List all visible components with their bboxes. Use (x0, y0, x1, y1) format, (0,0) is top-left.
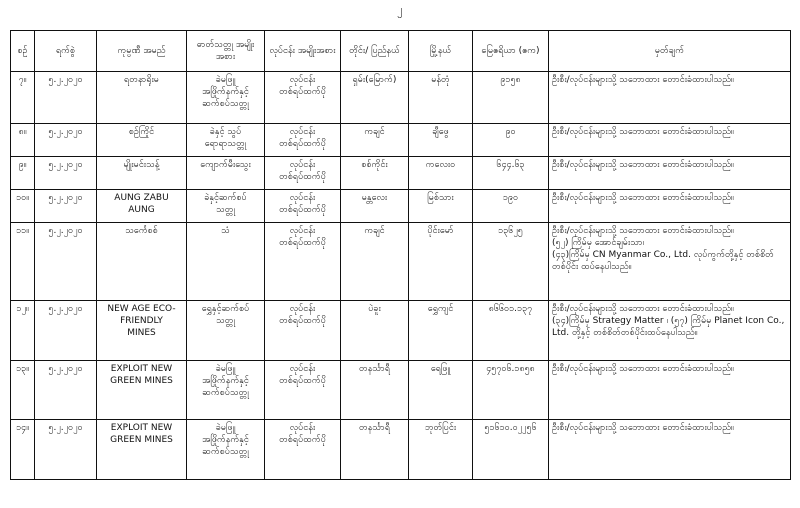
cell-business-type-line: တစ်ရပ်ထက်ပို (279, 205, 326, 215)
cell-mineral (187, 190, 265, 223)
header-remarks: မှတ်ချက် (549, 31, 791, 72)
cell-company-line: EXPLOIT NEW (110, 423, 173, 433)
cell-business-type-line: တစ်ရပ်ထက်ပို (279, 87, 326, 97)
cell-company (97, 190, 187, 223)
table-row (11, 124, 791, 157)
cell-company-line: AUNG ZABU (114, 193, 169, 203)
cell-region: တနင်္သာရီ (341, 361, 409, 420)
cell-remarks-line: ဦးစီး/လုပ်ငန်းများသို့ သဘောထား တောင်းခံထားပါသည်။ (552, 304, 734, 314)
cell-business-type (265, 124, 341, 157)
cell-remarks-line: Ltd. တို့နှင့် တစ်စိတ်တစ်ပိုင်းထပ်နေပါသည်။ (552, 328, 698, 338)
cell-date: ၅.၂.၂၀၂၀ (35, 190, 97, 223)
cell-mineral-line: ဆက်စပ်သတ္တု (202, 99, 249, 109)
cell-company-line: FRIENDLY (120, 316, 163, 326)
cell-area: ၄၅၇၀၆.၁၈၅၈ (473, 361, 549, 420)
cell-remarks (549, 190, 791, 223)
cell-mineral-line: ကျောက်မီးသွေး (200, 160, 251, 170)
cell-business-type-line: တစ်ရပ်ထက်ပို (279, 172, 326, 182)
cell-mineral (187, 301, 265, 361)
cell-company-line: ရတနာရိုးမ (124, 75, 159, 85)
cell-company (97, 72, 187, 124)
cell-business-type (265, 223, 341, 301)
cell-mineral-line: ရွှေနှင့်ဆက်စပ် (201, 304, 250, 314)
cell-remarks (549, 301, 791, 361)
cell-remarks (549, 361, 791, 420)
cell-area: ၈၆၆၀၁.၁၃၇ (473, 301, 549, 361)
license-table (10, 30, 791, 480)
cell-business-type (265, 361, 341, 420)
cell-mineral-line: ဆက်စပ်သတ္တု (202, 447, 249, 457)
cell-region: တနင်္သာရီ (341, 420, 409, 480)
cell-mineral (187, 223, 265, 301)
cell-remarks-line: ဦးစီး/လုပ်ငန်းများသို့ သဘောထား တောင်းခံထားပါသည်။ (552, 160, 734, 170)
cell-remarks-line: (၃၄)ကြိမ်မှ Strategy Matter ၊ (၅၇) ကြိမ်မှ Planet Icon Co., (552, 316, 785, 326)
cell-remarks-line: ဦးစီး/လုပ်ငန်းများသို့ သဘောထား တောင်းခံထားပါသည်။ (552, 75, 734, 85)
cell-business-type (265, 420, 341, 480)
cell-no: ၁၁။ (11, 223, 35, 301)
cell-township: မန်တုံ (409, 72, 473, 124)
cell-business-type-line: တစ်ရပ်ထက်ပို (279, 376, 326, 386)
cell-mineral-line: သံ (221, 226, 230, 236)
cell-business-type-line: လုပ်ငန်း (289, 160, 316, 170)
cell-mineral (187, 420, 265, 480)
cell-business-type-line: လုပ်ငန်း (289, 75, 316, 85)
cell-business-type-line: လုပ်ငန်း (289, 304, 316, 314)
cell-region: မန္တလေး (341, 190, 409, 223)
cell-no: ၇။ (11, 72, 35, 124)
table-row (11, 223, 791, 301)
cell-company-line: MINES (127, 328, 156, 338)
cell-date: ၅.၂.၂၀၂၀ (35, 72, 97, 124)
cell-remarks-line: ဦးစီး/လုပ်ငန်းများသို့ သဘောထား တောင်းခံထားပါသည်။ (552, 193, 734, 203)
cell-area: ၉၁၅၈ (473, 72, 549, 124)
cell-company (97, 124, 187, 157)
cell-township: ချီဖွေ (409, 124, 473, 157)
cell-no: ၁၀။ (11, 190, 35, 223)
table-header-row (11, 31, 791, 72)
cell-company-line: GREEN MINES (110, 435, 173, 445)
cell-mineral-line: ခဲမဖြူ (215, 423, 236, 433)
cell-area: ၉၀ (473, 124, 549, 157)
header-date: ရက်စွဲ (35, 31, 97, 72)
cell-mineral-line: ခဲမဖြူ (215, 364, 236, 374)
cell-business-type-line: တစ်ရပ်ထက်ပို (279, 238, 326, 248)
cell-township: ပိုင်းမော် (409, 223, 473, 301)
cell-township: ရွှေကျင် (409, 301, 473, 361)
table-row (11, 72, 791, 124)
cell-business-type (265, 190, 341, 223)
header-no: စဉ် (11, 31, 35, 72)
cell-remarks (549, 124, 791, 157)
cell-company-line: GREEN MINES (110, 376, 173, 386)
cell-date: ၅.၂.၂၀၂၀ (35, 420, 97, 480)
header-mineral: ဓာတ်သတ္တု အမျိုးအစား (187, 31, 265, 72)
cell-remarks-line: ဦးစီး/လုပ်ငန်းများသို့ သဘောထား တောင်းခံထားပါသည်။ (552, 423, 734, 433)
cell-business-type (265, 72, 341, 124)
cell-mineral-line: သတ္တု (216, 205, 235, 215)
cell-company (97, 420, 187, 480)
cell-business-type-line: လုပ်ငန်း (289, 127, 316, 137)
cell-township: မြစ်သား (409, 190, 473, 223)
cell-business-type-line: လုပ်ငန်း (289, 226, 316, 236)
table-row (11, 190, 791, 223)
cell-business-type-line: လုပ်ငန်း (289, 364, 316, 374)
cell-company (97, 301, 187, 361)
cell-region: ပဲခူး (341, 301, 409, 361)
cell-region: ကချင် (341, 124, 409, 157)
cell-remarks-line: ဦးစီး/လုပ်ငန်းများသို့ သဘောထား တောင်းခံထားပါသည်။ (552, 226, 734, 236)
cell-company-line: စဉ်ကြိုင် (128, 127, 155, 137)
cell-mineral (187, 361, 265, 420)
cell-business-type (265, 157, 341, 190)
cell-business-type (265, 301, 341, 361)
cell-township: ရေဖြူ (409, 361, 473, 420)
cell-mineral (187, 124, 265, 157)
cell-region: ရှမ်း(မြောက်) (341, 72, 409, 124)
cell-business-type-line: တစ်ရပ်ထက်ပို (279, 435, 326, 445)
table-row (11, 301, 791, 361)
cell-company-line: AUNG (128, 205, 155, 215)
header-business-type: လုပ်ငန်း အမျိုးအစား (265, 31, 341, 72)
cell-area: ၁၃၆၂၅ (473, 223, 549, 301)
cell-mineral-line: ဆက်စပ်သတ္တု (202, 388, 249, 398)
cell-area: ၆၄၄.၆၃ (473, 157, 549, 190)
cell-no: ၉။ (11, 157, 35, 190)
cell-mineral-line: အဖြိုက်နက်နှင့် (202, 435, 249, 445)
cell-township: ကလေးဝ (409, 157, 473, 190)
cell-no: ၁၃။ (11, 361, 35, 420)
cell-area: ၅၁၆၁၀.၀၂၂၅၆ (473, 420, 549, 480)
page-number: ၂ (397, 3, 403, 16)
cell-area: ၁၉၀ (473, 190, 549, 223)
cell-company (97, 157, 187, 190)
table-row (11, 420, 791, 480)
table-row (11, 361, 791, 420)
cell-date: ၅.၂.၂၀၂၀ (35, 223, 97, 301)
cell-company-line: မျိုးမင်းသန့် (123, 160, 160, 170)
header-township: မြို့နယ် (409, 31, 473, 72)
cell-remarks (549, 157, 791, 190)
cell-business-type-line: လုပ်ငန်း (289, 193, 316, 203)
cell-company (97, 361, 187, 420)
cell-date: ၅.၂.၂၀၂၀ (35, 124, 97, 157)
cell-remarks-line: (၅၂) ကြိမ်မှ အောင်ချမ်းသာ၊ (552, 238, 645, 248)
cell-remarks-line: ဦးစီး/လုပ်ငန်းများသို့ သဘောထား တောင်းခံထားပါသည်။ (552, 127, 734, 137)
cell-remarks-line: (၄၃)ကြိမ်မှ CN Myanmar Co., Ltd. လုပ်ကွက်တို့နှင့် တစ်စိတ် (552, 250, 774, 260)
cell-business-type-line: လုပ်ငန်း (289, 423, 316, 433)
cell-mineral (187, 72, 265, 124)
cell-no: ၈။ (11, 124, 35, 157)
cell-remarks (549, 223, 791, 301)
cell-township: ဘုတ်ပြင်း (409, 420, 473, 480)
cell-business-type-line: တစ်ရပ်ထက်ပို (279, 139, 326, 149)
header-company: ကုမ္ပဏီ အမည် (97, 31, 187, 72)
cell-mineral-line: အဖြိုက်နက်နှင့် (202, 376, 249, 386)
cell-region: စစ်ကိုင်း (341, 157, 409, 190)
cell-remarks (549, 72, 791, 124)
cell-remarks-line: ဦးစီး/လုပ်ငန်းများသို့ သဘောထား တောင်းခံထားပါသည်။ (552, 364, 734, 374)
cell-date: ၅.၂.၂၀၂၀ (35, 361, 97, 420)
cell-mineral-line: ခဲနှင့် သွပ် (209, 127, 242, 137)
header-area: မြေဧရိယာ (ဧက) (473, 31, 549, 72)
cell-mineral-line: သတ္တု (216, 316, 235, 326)
cell-business-type-line: တစ်ရပ်ထက်ပို (279, 316, 326, 326)
cell-company-line: EXPLOIT NEW (110, 364, 173, 374)
cell-no: ၁၄။ (11, 420, 35, 480)
table-row (11, 157, 791, 190)
cell-date: ၅.၂.၂၀၂၀ (35, 157, 97, 190)
table-body (11, 72, 791, 480)
cell-company (97, 223, 187, 301)
cell-no: ၁၂။ (11, 301, 35, 361)
cell-company-line: သင်္ကေစစ် (125, 226, 158, 236)
header-region: တိုင်း/ ပြည်နယ် (341, 31, 409, 72)
cell-remarks-line: တစ်ပိုင်း ထပ်နေပါသည်။ (552, 262, 632, 272)
cell-mineral-line: ရောရာသတ္တု (204, 139, 247, 149)
cell-mineral-line: အဖြိုက်နက်နှင့် (202, 87, 249, 97)
cell-mineral-line: ခဲနှင့်ဆက်စပ် (204, 193, 247, 203)
cell-region: ကချင် (341, 223, 409, 301)
cell-mineral-line: ခဲမဖြူ (215, 75, 236, 85)
cell-remarks (549, 420, 791, 480)
cell-date: ၅.၂.၂၀၂၀ (35, 301, 97, 361)
cell-mineral (187, 157, 265, 190)
cell-company-line: NEW AGE ECO- (107, 304, 176, 314)
